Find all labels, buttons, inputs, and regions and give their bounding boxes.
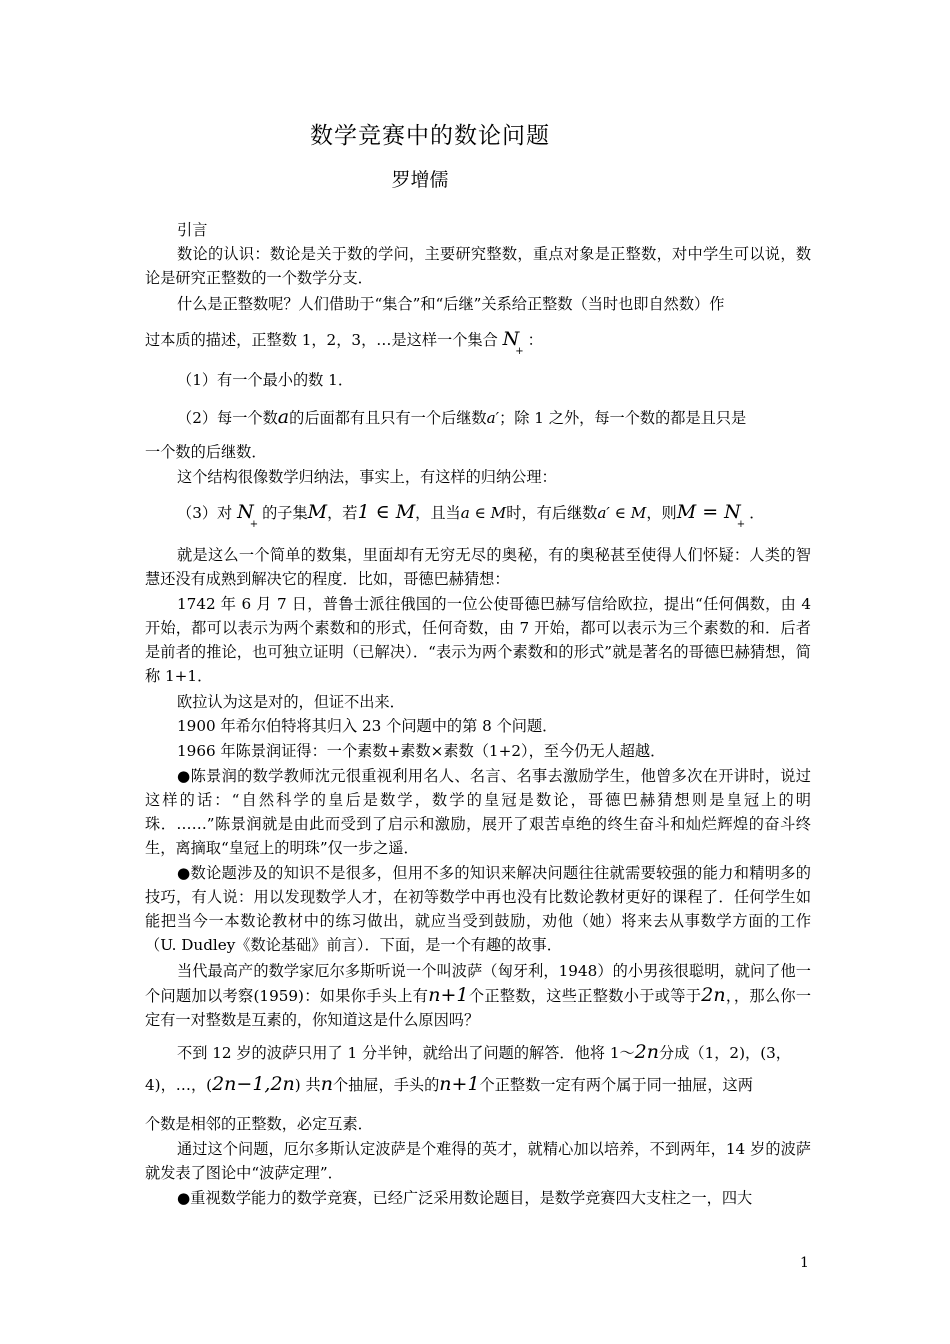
set-n-symbol: N xyxy=(502,328,520,350)
paragraph-hilbert: 1900 年希尔伯特将其归入 23 个问题中的第 8 个问题． xyxy=(177,717,558,735)
paragraph-posa-drawers xyxy=(145,1072,811,1097)
erdos-story-part-a: 当代最高产的数学家厄尔多斯听说一个叫波萨（匈牙利，1948）的小男孩很聪明，就问了他一个问题加以考察(1959)：如果你手头上有 xyxy=(145,962,811,1005)
paragraph-chen-jingrun: 1966 年陈景润证得：一个素数+素数×素数（1+2），至今仍无人超越． xyxy=(177,742,666,760)
paragraph-posa-solution xyxy=(145,1040,811,1065)
erdos-story-comma: ， xyxy=(725,987,734,1005)
math-a-prime-in-m: a′ ∈ M xyxy=(597,504,647,522)
paragraph-competition: ●重视数学能力的数学竞赛，已经广泛采用数论题目，是数学竞赛四大支柱之一，四大 xyxy=(177,1189,753,1207)
erdos-story-part-c: ，那么你一定有一对整数是互素的，你知道这是什么原因吗？ xyxy=(145,987,812,1029)
axiom-2 xyxy=(145,405,811,430)
axiom-3 xyxy=(145,500,811,528)
document-author: 罗增儒 xyxy=(391,169,449,191)
document-title: 数学竞赛中的数论问题 xyxy=(310,123,550,149)
paragraph-induction: 这个结构很像数学归纳法，事实上，有这样的归纳公理： xyxy=(177,468,557,486)
math-one-in-m: 1 ∈ M xyxy=(357,501,416,523)
math-2n-range: 2n xyxy=(634,1041,659,1063)
math-a: a xyxy=(277,406,290,428)
posa-drawers-part-d: 个正整数一定有两个属于同一抽屉，这两 xyxy=(479,1076,753,1094)
axiom-2-part-b: 的后面都有且只有一个后继数 xyxy=(289,409,487,427)
math-n-drawers: n xyxy=(320,1073,333,1095)
posa-drawers-part-a: 4)，…，( xyxy=(145,1076,213,1094)
paragraph-intro-heading: 引言 xyxy=(177,221,208,239)
set-colon: ： xyxy=(527,331,543,349)
math-n-plus-1-hand: n+1 xyxy=(439,1073,480,1095)
math-m: M xyxy=(307,501,328,523)
math-m-equals-n: M = N xyxy=(676,501,741,523)
set-description-text: 过本质的描述，正整数 1，2，3，…是这样一个集合 xyxy=(145,331,498,349)
paragraph-number-theory-skills: ●数论题涉及的知识不是很多，但用不多的知识来解决问题往往就需要较强的能力和精明多的技巧，有人说：用以发现数学人才，在初等数学中再也没有比数论教材更好的课程了．任何学生如能把当今一本数论教材中的练习做出，就应当受到鼓励，劝他（她）将来去从事数学方面的工作（U. Dudley《数论基础》前言）．下面，是一个有趣的故事． xyxy=(145,864,811,954)
math-m-equals-n-subscript: + xyxy=(736,519,746,530)
posa-solution-part-b: 分成（1，2)，(3， xyxy=(659,1044,791,1062)
axiom-2-part-a: （2）每一个数 xyxy=(177,409,278,427)
paragraph-number-theory-definition: 数论的认识：数论是关于数的学问，主要研究整数，重点对象是正整数，对中学生可以说，数论是研究正整数的一个数学分支． xyxy=(145,245,811,287)
posa-drawers-part-b: ) 共 xyxy=(294,1076,321,1094)
posa-drawers-part-c: 个抽屉，手头的 xyxy=(332,1076,440,1094)
paragraph-coprime: 个数是相邻的正整数，必定互素． xyxy=(145,1115,373,1133)
axiom-3-period: ． xyxy=(749,504,765,522)
page-number: 1 xyxy=(800,1255,809,1271)
math-2n: 2n xyxy=(701,984,726,1006)
axiom-3-part-c: ，若 xyxy=(327,504,358,522)
axiom-1: （1）有一个最小的数 1． xyxy=(177,371,354,389)
set-n-subscript: + xyxy=(515,346,524,357)
math-n-plus-1: n+1 xyxy=(428,984,469,1006)
axiom-3-part-a: （3）对 xyxy=(177,504,233,522)
paragraph-euler: 欧拉认为这是对的，但证不出来． xyxy=(177,693,405,711)
axiom-3-part-f: ，则 xyxy=(646,504,677,522)
math-n-subscript: + xyxy=(249,519,259,530)
paragraph-positive-integers-question: 什么是正整数呢？人们借助于“集合”和“后继”关系给正整数（当时也即自然数）作 xyxy=(177,295,725,313)
math-n: N xyxy=(237,501,254,523)
paragraph-mysteries: 就是这么一个简单的数集，里面却有无穷无尽的奥秘，有的奥秘甚至使得人们怀疑：人类的智慧还没有成熟到解决它的程度．比如，哥德巴赫猜想： xyxy=(145,546,811,588)
axiom-3-part-e: 时，有后继数 xyxy=(506,504,598,522)
paragraph-erdos-story xyxy=(145,959,811,1032)
paragraph-posa-theorem: 通过这个问题，厄尔多斯认定波萨是个难得的英才，就精心加以培养，不到两年，14 岁的波萨就发表了图论中“波萨定理”． xyxy=(145,1140,811,1182)
axiom-3-part-b: 的子集 xyxy=(262,504,308,522)
axiom-3-part-d: ，且当 xyxy=(415,504,461,522)
paragraph-goldbach-history: 1742 年 6 月 7 日，普鲁士派往俄国的一位公使哥德巴赫写信给欧拉，提出“任何偶数，由 4 开始，都可以表示为两个素数和的形式，任何奇数，由 7 开始，都可以表示为三个素数的和．后者是前者的推论，也可独立证明（已解决）．“表示为两个素数和的形式”就是著名的哥德巴赫猜想，简称 1+1． xyxy=(145,595,811,685)
math-a-prime: a′ xyxy=(486,409,500,427)
math-pair: 2n−1,2n xyxy=(212,1073,295,1095)
paragraph-shen-yuan: ●陈景润的数学教师沈元很重视利用名人、名言、名事去激励学生，他曾多次在开讲时，说过这样的话：“自然科学的皇后是数学，数学的皇冠是数论，哥德巴赫猜想则是皇冠上的明珠．……”陈景润就是由此而受到了启示和激励，展开了艰苦卓绝的终生奋斗和灿烂辉煌的奋斗终生，离摘取“皇冠上的明珠”仅一步之遥． xyxy=(145,767,811,857)
axiom-2-part-c: ；除 1 之外，每一个数的都是且只是 xyxy=(499,409,747,427)
erdos-story-part-b: 个正整数，这些正整数小于或等于 xyxy=(468,987,702,1005)
math-a-in-m: a ∈ M xyxy=(460,504,507,522)
posa-solution-part-a: 不到 12 岁的波萨只用了 1 分半钟，就给出了问题的解答．他将 1～ xyxy=(177,1044,635,1062)
paragraph-set-description xyxy=(145,327,811,355)
axiom-2-continued: 一个数的后继数． xyxy=(145,443,267,461)
